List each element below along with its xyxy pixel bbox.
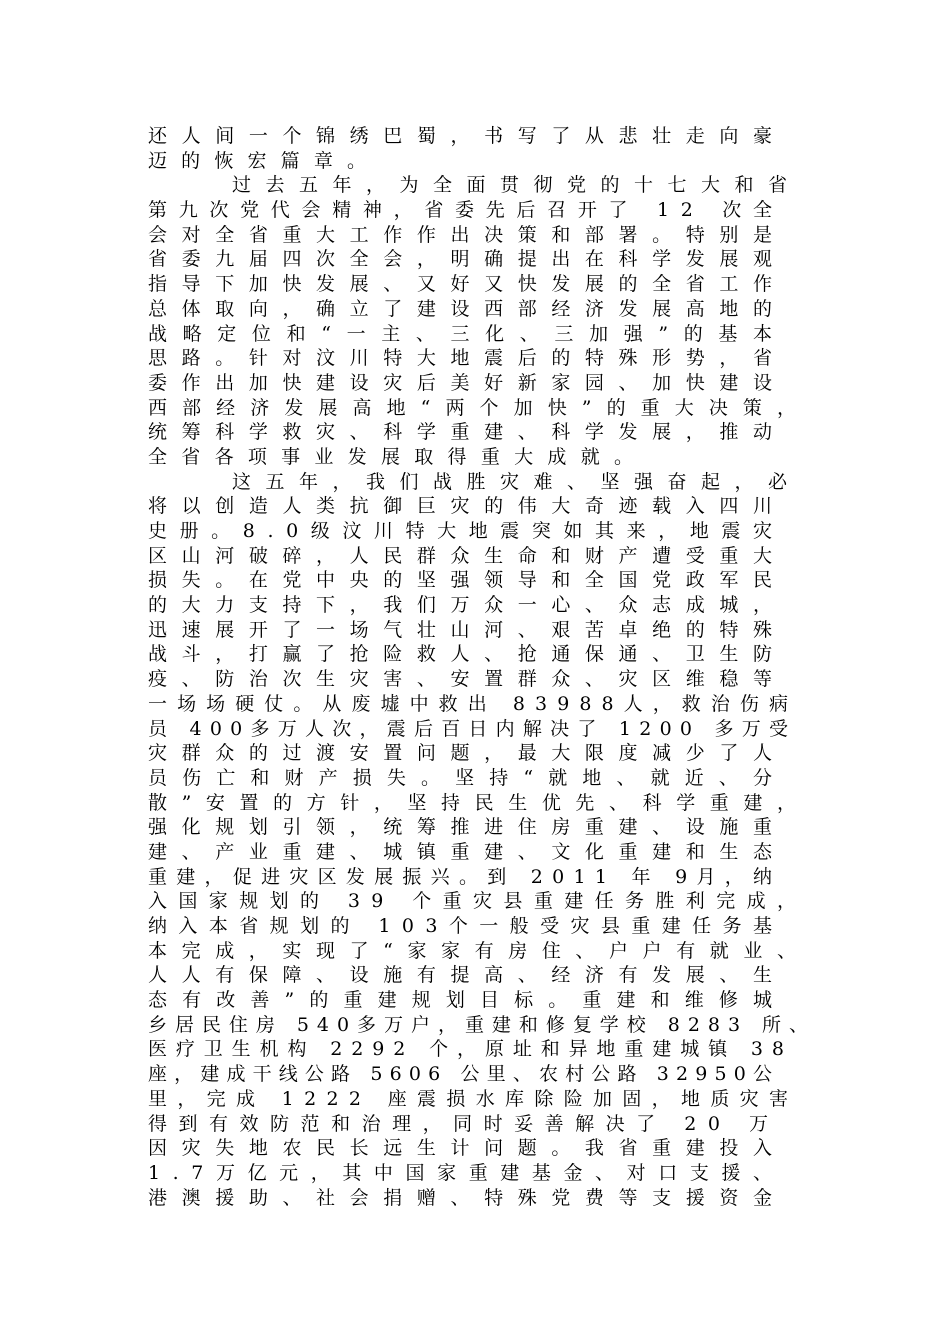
text-line: 统筹科学救灾、科学重建、科学发展，推动 [148,421,787,444]
text-line: 重建，促进灾区发展振兴。到 2011 年 9月，纳 [148,865,782,888]
text-line: 迅速展开了一场气壮山河、艰苦卓绝的特殊 [148,618,787,641]
text-line: 总体取向，确立了建设西部经济发展高地的 [148,297,787,320]
text-line: 战斗，打赢了抢险救人、抢通保通、卫生防 [148,643,787,666]
body-text [148,124,816,1210]
text-line: 全省各项事业发展取得重大成就。 [148,445,648,468]
text-line: 本完成，实现了“家家有房住、户户有就业、 [148,939,811,962]
text-line: 一场场硬仗。从废墟中救出 83988人，救治伤病 [148,692,799,715]
text-line: 座，建成干线公路 5606 公里、农村公路 32950公 [148,1063,780,1086]
text-line: 1.7万亿元，其中国家重建基金、对口支援、 [148,1161,785,1184]
text-line: 第九次党代会精神，省委先后召开了 12 次全 [148,199,784,222]
text-line: 史册。8.0级汶川特大地震突如其来，地震灾 [148,520,785,542]
text-line: 委作出加快建设灾后美好新家园、加快建设 [148,371,787,394]
text-line: 人人有保障、设施有提高、经济有发展、生 [148,964,787,987]
text-line: 损失。在党中央的坚强领导和全国党政军民 [148,569,787,592]
text-line: 建、产业重建、城镇重建、文化重建和生态 [148,840,787,863]
text-line: 省委九届四次全会，明确提出在科学发展观 [148,248,787,271]
text-line: 医疗卫生机构 2292 个，原址和异地重建城镇 38 [148,1038,793,1061]
text-line: 态有改善”的重建规划目标。重建和维修城 [148,989,788,1012]
text-line: 迈的恢宏篇章。 [148,149,381,172]
text-line: 西部经济发展高地“两个加快”的重大决策， [148,396,812,419]
text-line: 得到有效防范和治理，同时妥善解决了 20 万 [148,1112,780,1135]
text-line: 还人间一个锦绣巴蜀，书写了从悲壮走向豪 [148,125,787,147]
text-line: 乡居民住房 540多万户，重建和修复学校 8283 所、 [148,1013,816,1036]
text-line: 疫、防治次生灾害、安置群众、灾区维稳等 [148,668,787,691]
text-line: 员伤亡和财产损失。坚持“就地、就近、分 [148,766,788,789]
text-line: 里，完成 1222 座震损水库除险加固，地质灾害 [148,1087,799,1110]
text-line: 战略定位和“一主、三化、三加强”的基本 [148,322,788,345]
text-line: 思路。针对汶川特大地震后的特殊形势，省 [148,347,787,370]
text-line: 这五年，我们战胜灾难、坚强奋起，必 [232,470,802,493]
text-line: 指导下加快发展、又好又快发展的全省工作 [148,273,787,296]
text-line: 灾群众的过渡安置问题，最大限度减少了人 [148,742,787,765]
text-line: 纳入本省规划的 103个一般受灾县重建任务基 [148,915,784,937]
text-line: 过去五年，为全面贯彻党的十七大和省 [232,174,802,197]
text-line: 散”安置的方针，坚持民生优先、科学重建， [148,791,811,814]
text-line: 港澳援助、社会捐赠、特殊党费等支援资金 [148,1186,787,1209]
text-line: 入国家规划的 39 个重灾县重建任务胜利完成， [148,890,808,913]
text-line: 强化规划引领，统筹推进住房重建、设施重 [148,816,787,839]
text-line: 的大力支持下，我们万众一心、众志成城， [148,594,787,617]
text-line: 员 400多万人次，震后百日内解决了 1200 多万受 [148,717,797,740]
text-line: 会对全省重大工作作出决策和部署。特别是 [148,223,787,246]
text-line: 将以创造人类抗御巨灾的伟大奇迹载入四川 [148,495,787,518]
text-line: 区山河破碎，人民群众生命和财产遭受重大 [148,544,787,567]
text-line: 因灾失地农民长远生计问题。我省重建投入 [148,1137,787,1160]
